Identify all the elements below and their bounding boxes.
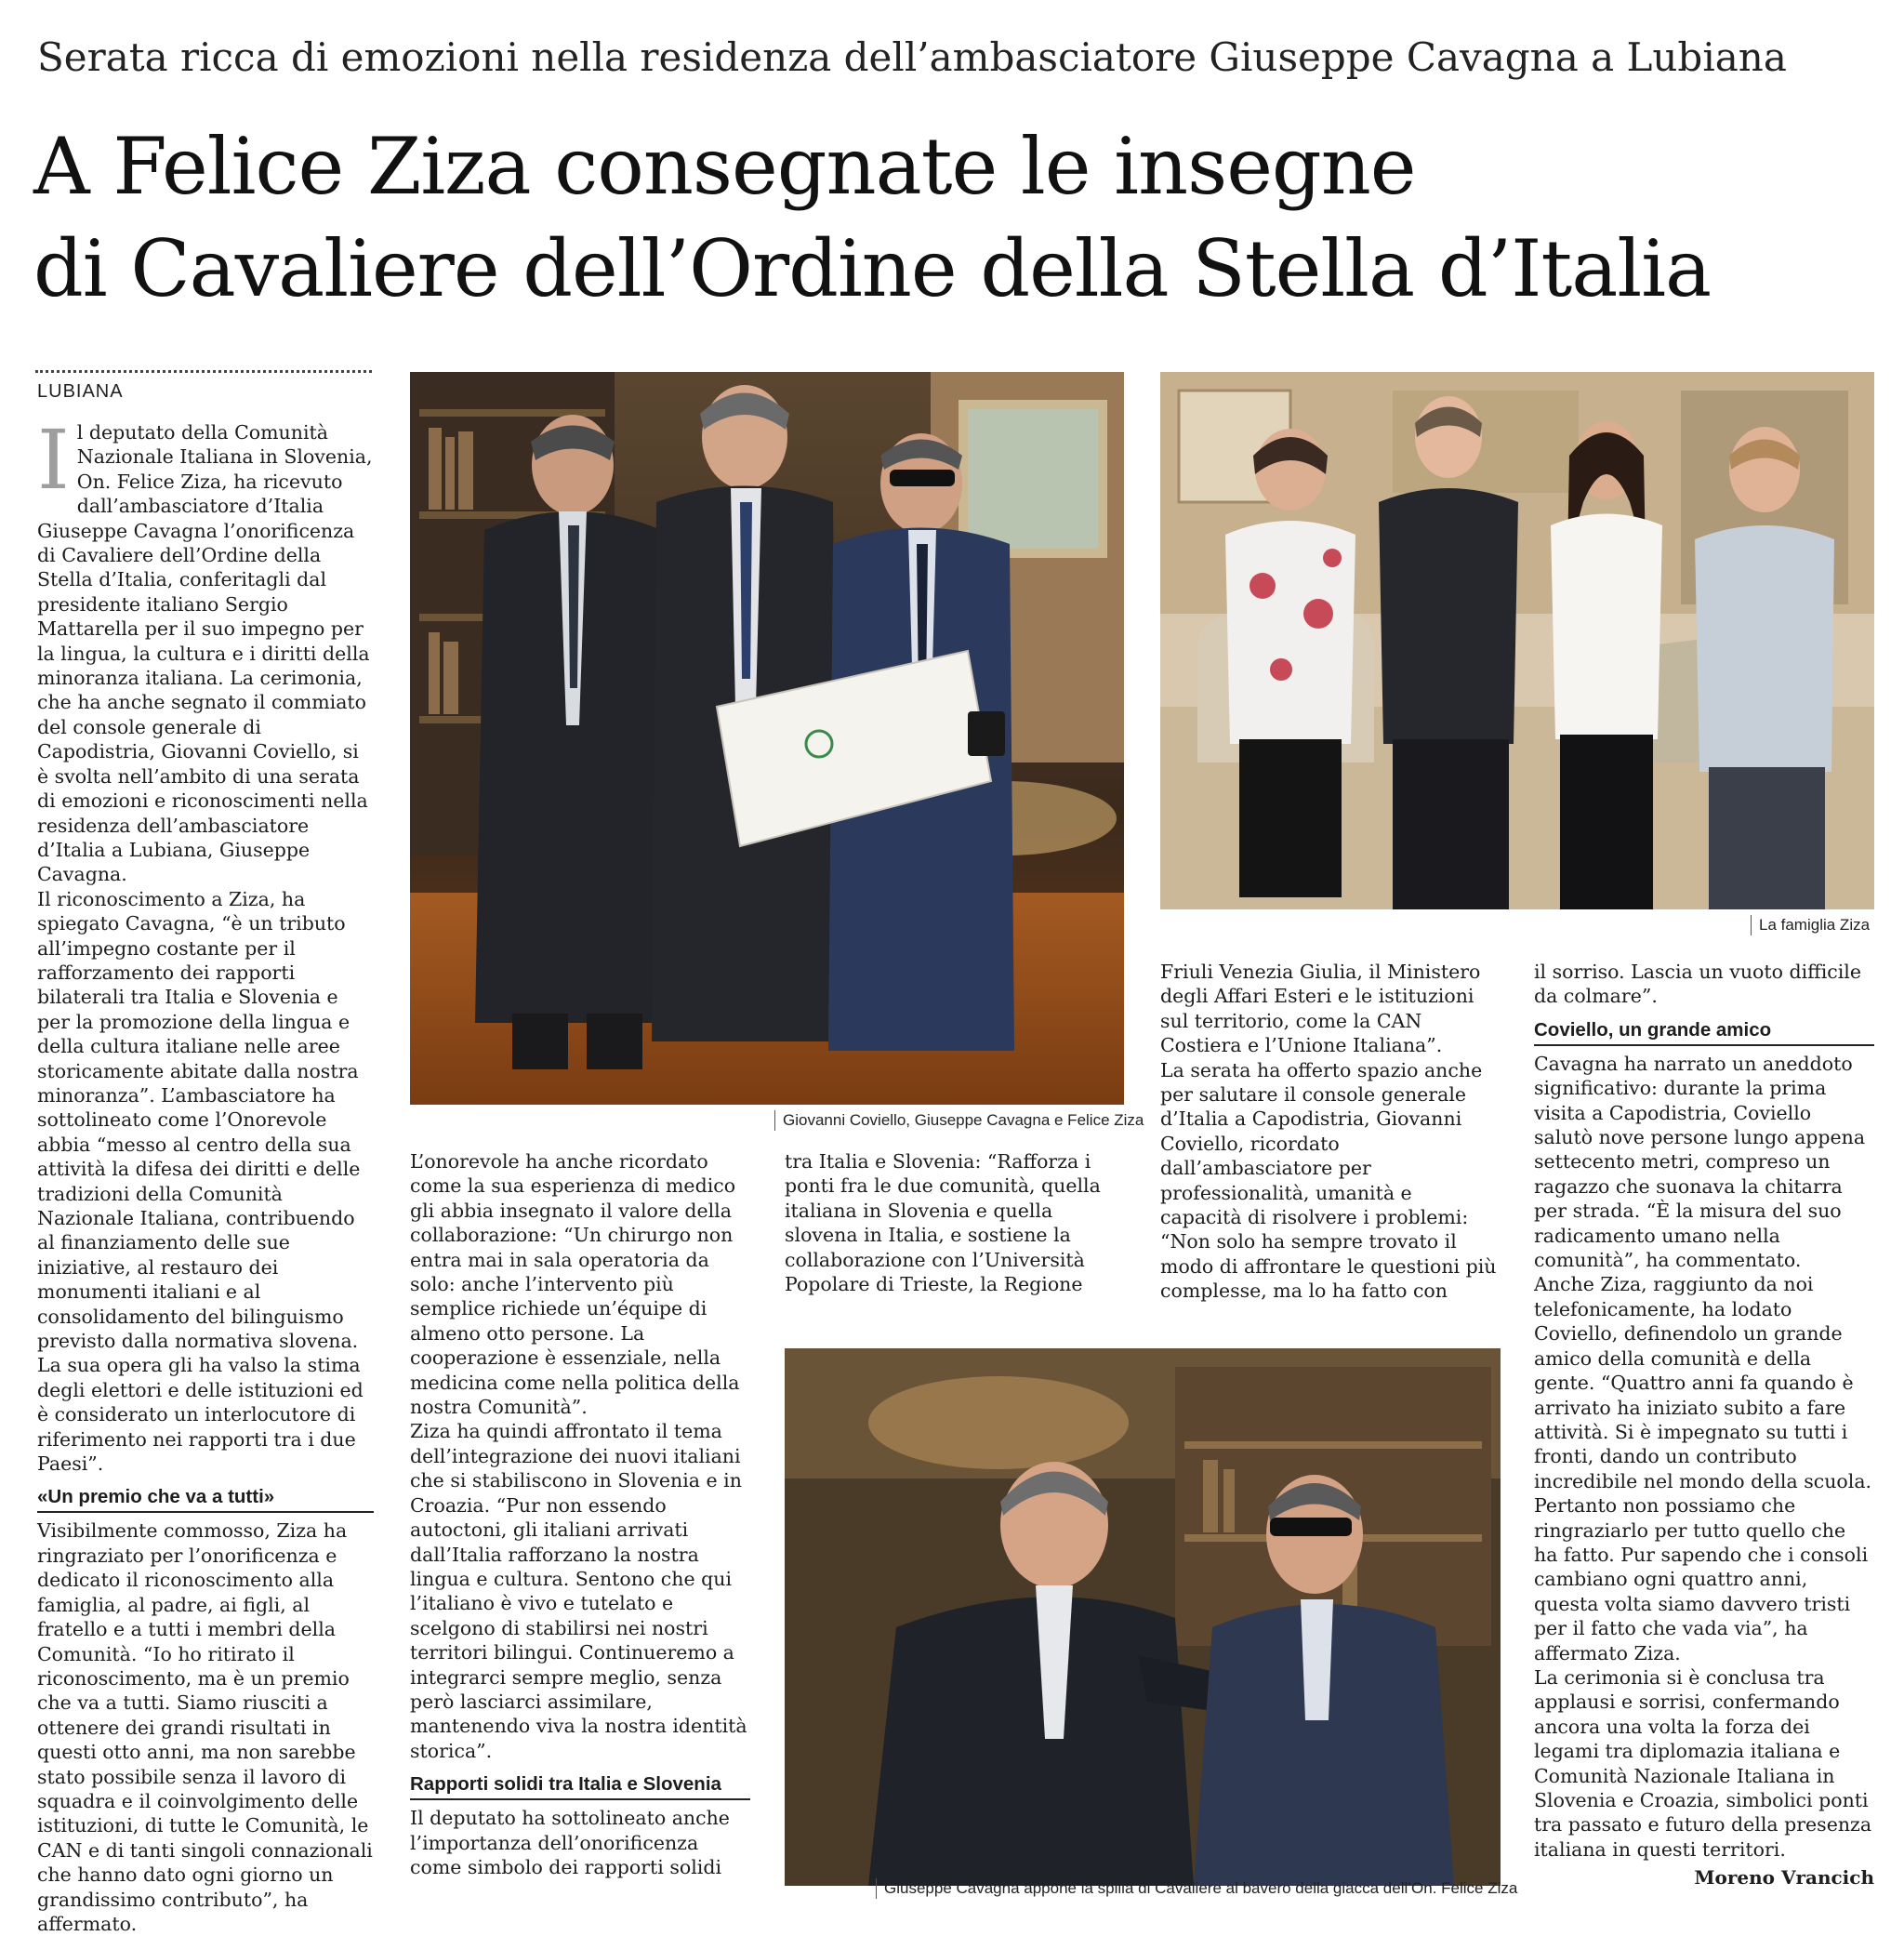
- headline: [33, 115, 1884, 320]
- photo-family-image: [1160, 372, 1874, 909]
- photo-pinning-image: [785, 1348, 1501, 1886]
- caption-photo-ceremony: Giovanni Coviello, Giuseppe Cavagna e Felice Ziza: [774, 1110, 1144, 1131]
- column-1: [37, 412, 374, 1935]
- photo-ceremony-image: [410, 372, 1124, 1105]
- paragraph: Friuli Venezia Giulia, il Ministero degli Affari Esteri e le istituzioni sul territorio, come la CAN Costiera e l’Unione Italiana”.: [1160, 961, 1481, 1057]
- paragraph: L’onorevole ha anche ricordato come la sua esperienza di medico gli abbia insegnato il valore della collaborazione: “Un chirurgo non entra mai in sala operatoria da solo: anche l’intervento più semplice richiede un’équipe di almeno otto persone. La cooperazione è essenziale, nella medicina come nella politica della nostra Comunità”.: [410, 1150, 740, 1419]
- paragraph: Anche Ziza, raggiunto da noi telefonicamente, ha lodato Coviello, definendolo un grande amico della comunità e della gente. “Quattro anni fa quando è arrivato ha iniziato subito a fare attività. Si è impegnato su tutti i fronti, dando un contributo incredibile nel mondo della scuola. Pertanto non possiamo che ringraziarlo per tutto quello che ha fatto. Pur sapendo che i consoli cambiano ogni quattro anni, questa volta siamo davvero tristi per il fatto che vada via”, ha affermato Ziza.: [1534, 1273, 1872, 1664]
- headline-line-2: di Cavaliere dell’Ordine della Stella d’Italia: [33, 223, 1712, 314]
- dateline-rule: [35, 370, 372, 373]
- caption-photo-pinning: Giuseppe Cavagna appone la spilla di Cavaliere al bavero della giacca dell’On. Felice Ziza: [876, 1878, 1517, 1899]
- paragraph: Visibilmente commosso, Ziza ha ringraziato per l’onorificenza e dedicato il riconoscimento alla famiglia, al padre, ai figli, al fratello e a tutti i membri della Comunità. “Io ho ritirato il riconoscimento, ma è un premio che va a tutti. Siamo riusciti a ottenere dei grandi risultati in questi otto anni, ma non sarebbe stato possibile senza il lavoro di squadra e il coinvolgimento delle istituzioni, di tutte le Comunità, le CAN e di tanti singoli connazionali che hanno dato ogni giorno un grandissimo contributo”, ha affermato.: [37, 1519, 373, 1935]
- author-signature: Moreno Vrancich: [1694, 1866, 1874, 1890]
- dateline: LUBIANA: [37, 381, 124, 402]
- paragraph: La serata ha offerto spazio anche per salutare il console generale d’Italia a Capodistria, Giovanni Coviello, ricordato dall’ambasciatore per professionalità, umanità e capacità di risolvere i problemi: “Non solo ha sempre trovato il modo di affrontare le questioni più complesse, ma lo ha fatto con: [1160, 1058, 1497, 1303]
- drop-cap: I: [37, 412, 70, 508]
- column-4: [1160, 960, 1497, 1309]
- photo-pinning: [785, 1348, 1501, 1886]
- paragraph: Ziza ha quindi affrontato il tema dell’integrazione dei nuovi italiani che si stabiliscono in Slovenia e in Croazia. “Pur non essendo autoctoni, gli italiani arrivati dall’Italia rafforzano la nostra lingua e cultura. Sentono che qui l’italiano è vivo e tutelato e scelgono di stabilirsi nei nostri territori bilingui. Continueremo a integrarci sempre meglio, senza però lasciarci assimilare, mantenendo viva la nostra identità storica”.: [410, 1420, 747, 1762]
- photo-ceremony: [410, 372, 1124, 1105]
- caption-photo-family: La famiglia Ziza: [1751, 915, 1870, 935]
- column-5: [1534, 960, 1874, 1893]
- paragraph: tra Italia e Slovenia: “Rafforza i ponti fra le due comunità, quella italiana in Slovenia e quella slovena in Italia, e sostiene la collaborazione con l’Università Popolare di Trieste, la Regione: [785, 1150, 1101, 1296]
- column-3: [785, 1149, 1125, 1309]
- subhead-coviello: Coviello, un grande amico: [1534, 1018, 1874, 1046]
- lead-paragraph: l deputato della Comunità Nazionale Italiana in Slovenia, On. Felice Ziza, ha ricevuto dall’ambasciatore d’Italia Giuseppe Cavagna l’onorificenza di Cavaliere dell’Ordine della Stella d’Italia, conferitagli dal presidente italiano Sergio Mattarella per il suo impegno per la lingua, la cultura e i diritti della minoranza italiana. La cerimonia, che ha anche segnato il commiato del console generale di Capodistria, Giovanni Coviello, si è svolta nell’ambito di una serata di emozioni e riconoscimenti nella residenza dell’ambasciatore d’Italia a Lubiana, Giuseppe Cavagna.: [37, 421, 373, 886]
- paragraph: Cavagna ha narrato un aneddoto significativo: durante la prima visita a Capodistria, Coviello salutò nove persone lungo appena settecento metri, compreso un ragazzo che suonava la chitarra per strada. “È la misura del suo radicamento umano nella comunità”, ha commentato.: [1534, 1052, 1866, 1272]
- paragraph: Il riconoscimento a Ziza, ha spiegato Cavagna, “è un tributo all’impegno costante per il rafforzamento dei rapporti bilaterali tra Italia e Slovenia e per la promozione della lingua e della cultura italiane nelle aree storicamente abitate dalla nostra minoranza”. L’ambasciatore ha sottolineato come l’Onorevole abbia “messo al centro della sua attività la difesa dei diritti e delle tradizioni della Comunità Nazionale Italiana, contribuendo al finanziamento delle sue iniziative, al restauro dei monumenti italiani e al consolidamento del bilinguismo previsto dalla normativa slovena. La sua opera gli ha valso la stima degli elettori e delle istituzioni ed è considerato un interlocutore di riferimento nei rapporti tra i due Paesi”.: [37, 887, 364, 1476]
- subhead-premio: «Un premio che va a tutti»: [37, 1485, 374, 1513]
- headline-line-1: A Felice Ziza consegnate le insegne: [33, 121, 1416, 212]
- paragraph: La cerimonia si è conclusa tra applausi e sorrisi, confermando ancora una volta la forza dei legami tra diplomazia italiana e Comunità Nazionale Italiana in Slovenia e Croazia, simbolici ponti tra passato e futuro della presenza italiana in questi territori.: [1534, 1665, 1872, 1861]
- subhead-rapporti: Rapporti solidi tra Italia e Slovenia: [410, 1772, 750, 1800]
- paragraph: Il deputato ha sottolineato anche l’importanza dell’onorificenza come simbolo dei rapporti solidi: [410, 1807, 730, 1878]
- paragraph: il sorriso. Lascia un vuoto difficile da colmare”.: [1534, 961, 1861, 1008]
- photo-family: [1160, 372, 1874, 909]
- column-2: [410, 1149, 750, 1893]
- kicker: Serata ricca di emozioni nella residenza dell’ambasciatore Giuseppe Cavagna a Lubiana: [37, 34, 1787, 80]
